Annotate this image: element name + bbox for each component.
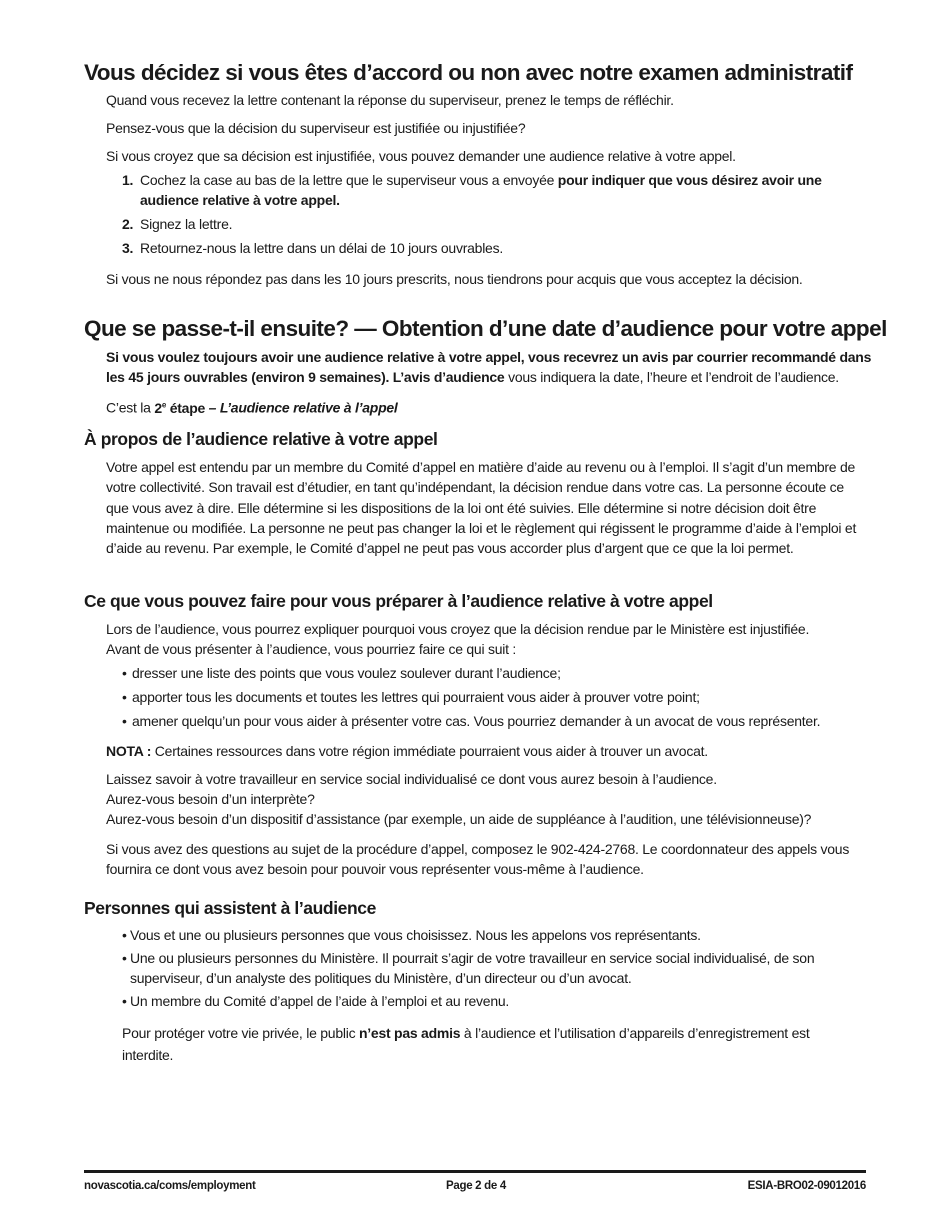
step-text: Retournez-nous la lettre dans un délai de 10 jours ouvrables. xyxy=(140,240,503,256)
step-number: 2. xyxy=(122,216,134,232)
list-item-text: apporter tous les documents et toutes les lettres qui pourraient vous aider à prouver votre point; xyxy=(132,689,700,705)
paragraph: Si vous avez des questions au sujet de la procédure d’appel, composez le 902-424-2768. Le coordonnateur des appels vous fournira ce dont vous avez besoin pour pouvoir vous représenter vous-même à l’audience. xyxy=(106,841,850,877)
step-number: 3. xyxy=(122,240,134,256)
footer-page-number: Page 2 de 4 xyxy=(446,1180,506,1192)
nota-label: NOTA : xyxy=(106,743,152,759)
subsection-heading: À propos de l’audience relative à votre appel xyxy=(84,429,438,449)
list-item: • Une ou plusieurs personnes du Ministère. Il pourrait s’agir de votre travailleur en service social individualisé, de son superviseur, d’un analyste des politiques du Ministère, d’un directeur ou d’un avocat. xyxy=(122,950,815,986)
section-attendees xyxy=(84,897,884,1066)
nota xyxy=(84,741,884,761)
section-prepare-hearing xyxy=(84,590,884,879)
list-item: • Un membre du Comité d’appel de l’aide à l’emploi et au revenu. xyxy=(122,993,510,1009)
step-text: Signez la lettre. xyxy=(140,216,233,232)
subsection-heading: Personnes qui assistent à l’audience xyxy=(84,898,376,918)
list-item-text: Vous et une ou plusieurs personnes que vous choisissez. Nous les appelons vos représentants. xyxy=(130,927,701,943)
privacy-paragraph xyxy=(84,1022,852,1066)
step-word: étape xyxy=(166,399,206,416)
paragraph: Si vous ne nous répondez pas dans les 10 jours prescrits, nous tiendrons pour acquis que vous acceptez la décision. xyxy=(106,271,803,287)
paragraph xyxy=(84,347,884,387)
list-item-text: Une ou plusieurs personnes du Ministère. Il pourrait s’agir de votre travailleur en service social individualisé, de son superviseur, d’un analyste des politiques du Ministère, d’un directeur ou d’un avocat. xyxy=(130,950,815,986)
paragraph: Avant de vous présenter à l’audience, vous pourriez faire ce qui suit : xyxy=(106,641,517,657)
footer-website: novascotia.ca/coms/employment xyxy=(84,1180,256,1192)
paragraph-emphasis: Si vous voulez toujours avoir une audience relative à votre appel, vous recevrez un avis par courrier recommandé dans les 45 jours ouvrables (environ 9 semaines). L’avis d’audience xyxy=(106,349,872,385)
list-item: • apporter tous les documents et toutes les lettres qui pourraient vous aider à prouver votre point; xyxy=(122,689,700,705)
numbered-step xyxy=(84,214,884,234)
list-item: • Vous et une ou plusieurs personnes que vous choisissez. Nous les appelons vos représentants. xyxy=(122,927,701,943)
footer-divider xyxy=(84,1170,866,1173)
privacy-text: Pour protéger votre vie privée, le public xyxy=(122,1025,359,1041)
privacy-text-end: à l’audience et l’utilisation d’appareils d’enregistrement est interdite. xyxy=(122,1025,810,1063)
paragraph: Aurez-vous besoin d’un interprète? xyxy=(106,791,315,807)
step-number: 1. xyxy=(122,172,134,188)
numbered-step xyxy=(84,238,884,258)
paragraph-text: vous indiquera la date, l’heure et l’endroit de l’audience. xyxy=(504,369,839,385)
paragraph: Votre appel est entendu par un membre du Comité d’appel en matière d’aide au revenu ou à l’emploi. Il s’agit d’un membre de votre collectivité. Son travail est d’étudier, en tant qu’indépendant, la décision rendue dans votre cas. La personne écoute ce que vous avez à dire. Elle détermine si les dispositions de la loi ont été suivies. Elle détermine si notre décision doit être maintenue ou modifiée. La personne ne peut pas changer la loi et le règlement qui régissent le programme d’aide à l’emploi et d’aide au revenu. Par exemple, le Comité d’appel ne peut pas vous accorder plus d’argent que ce que la loi permet. xyxy=(106,459,857,557)
step-num: 2 xyxy=(154,399,162,416)
step-reference xyxy=(84,395,884,418)
section-appeal-decision xyxy=(84,60,884,289)
section-heading: Vous décidez si vous êtes d’accord ou non avec notre examen administratif xyxy=(84,60,853,85)
step-prefix: C’est la xyxy=(106,399,155,416)
list-item-text: amener quelqu’un pour vous aider à présenter votre cas. Vous pourriez demander à un avocat de vous représenter. xyxy=(132,713,821,729)
paragraph: Si vous croyez que sa décision est injustifiée, vous pouvez demander une audience relative à votre appel. xyxy=(106,148,736,164)
step-emphasis: pour indiquer que vous désirez avoir une audience relative à votre appel. xyxy=(140,172,822,208)
nota-text: Certaines ressources dans votre région immédiate pourraient vous aider à trouver un avocat. xyxy=(151,743,708,759)
list-item: • dresser une liste des points que vous voulez soulever durant l’audience; xyxy=(122,665,561,681)
step-text: Cochez la case au bas de la lettre que le superviseur vous a envoyée xyxy=(140,172,558,188)
paragraph: Laissez savoir à votre travailleur en service social individualisé ce dont vous aurez besoin à l’audience. xyxy=(106,771,717,787)
list-item-text: Un membre du Comité d’appel de l’aide à l’emploi et au revenu. xyxy=(130,993,510,1009)
list-item-text: dresser une liste des points que vous voulez soulever durant l’audience; xyxy=(132,665,561,681)
paragraph: Lors de l’audience, vous pourrez expliquer pourquoi vous croyez que la décision rendue par le Ministère est injustifiée. xyxy=(106,621,810,637)
section-hearing-date xyxy=(84,316,887,418)
list-item: • amener quelqu’un pour vous aider à présenter votre cas. Vous pourriez demander à un avocat de vous représenter. xyxy=(122,713,821,729)
step-title: L’audience relative à l’appel xyxy=(219,399,398,416)
privacy-emphasis: n’est pas admis xyxy=(358,1025,461,1041)
paragraph: Quand vous recevez la lettre contenant la réponse du superviseur, prenez le temps de réfléchir. xyxy=(106,92,674,108)
paragraph: Pensez-vous que la décision du superviseur est justifiée ou injustifiée? xyxy=(106,120,526,136)
paragraph: Aurez-vous besoin d’un dispositif d’assistance (par exemple, un aide de suppléance à l’audition, une télévisionneuse)? xyxy=(106,811,812,827)
subsection-heading: Ce que vous pouvez faire pour vous préparer à l’audience relative à votre appel xyxy=(84,591,713,611)
step-sup: e xyxy=(161,400,167,409)
footer-document-code: ESIA-BRO02-09012016 xyxy=(747,1180,866,1192)
section-about-hearing xyxy=(84,428,884,558)
section-heading: Que se passe-t-il ensuite? — Obtention d’une date d’audience pour votre appel xyxy=(84,316,887,341)
step-dash: – xyxy=(205,399,220,416)
numbered-step xyxy=(84,170,884,210)
